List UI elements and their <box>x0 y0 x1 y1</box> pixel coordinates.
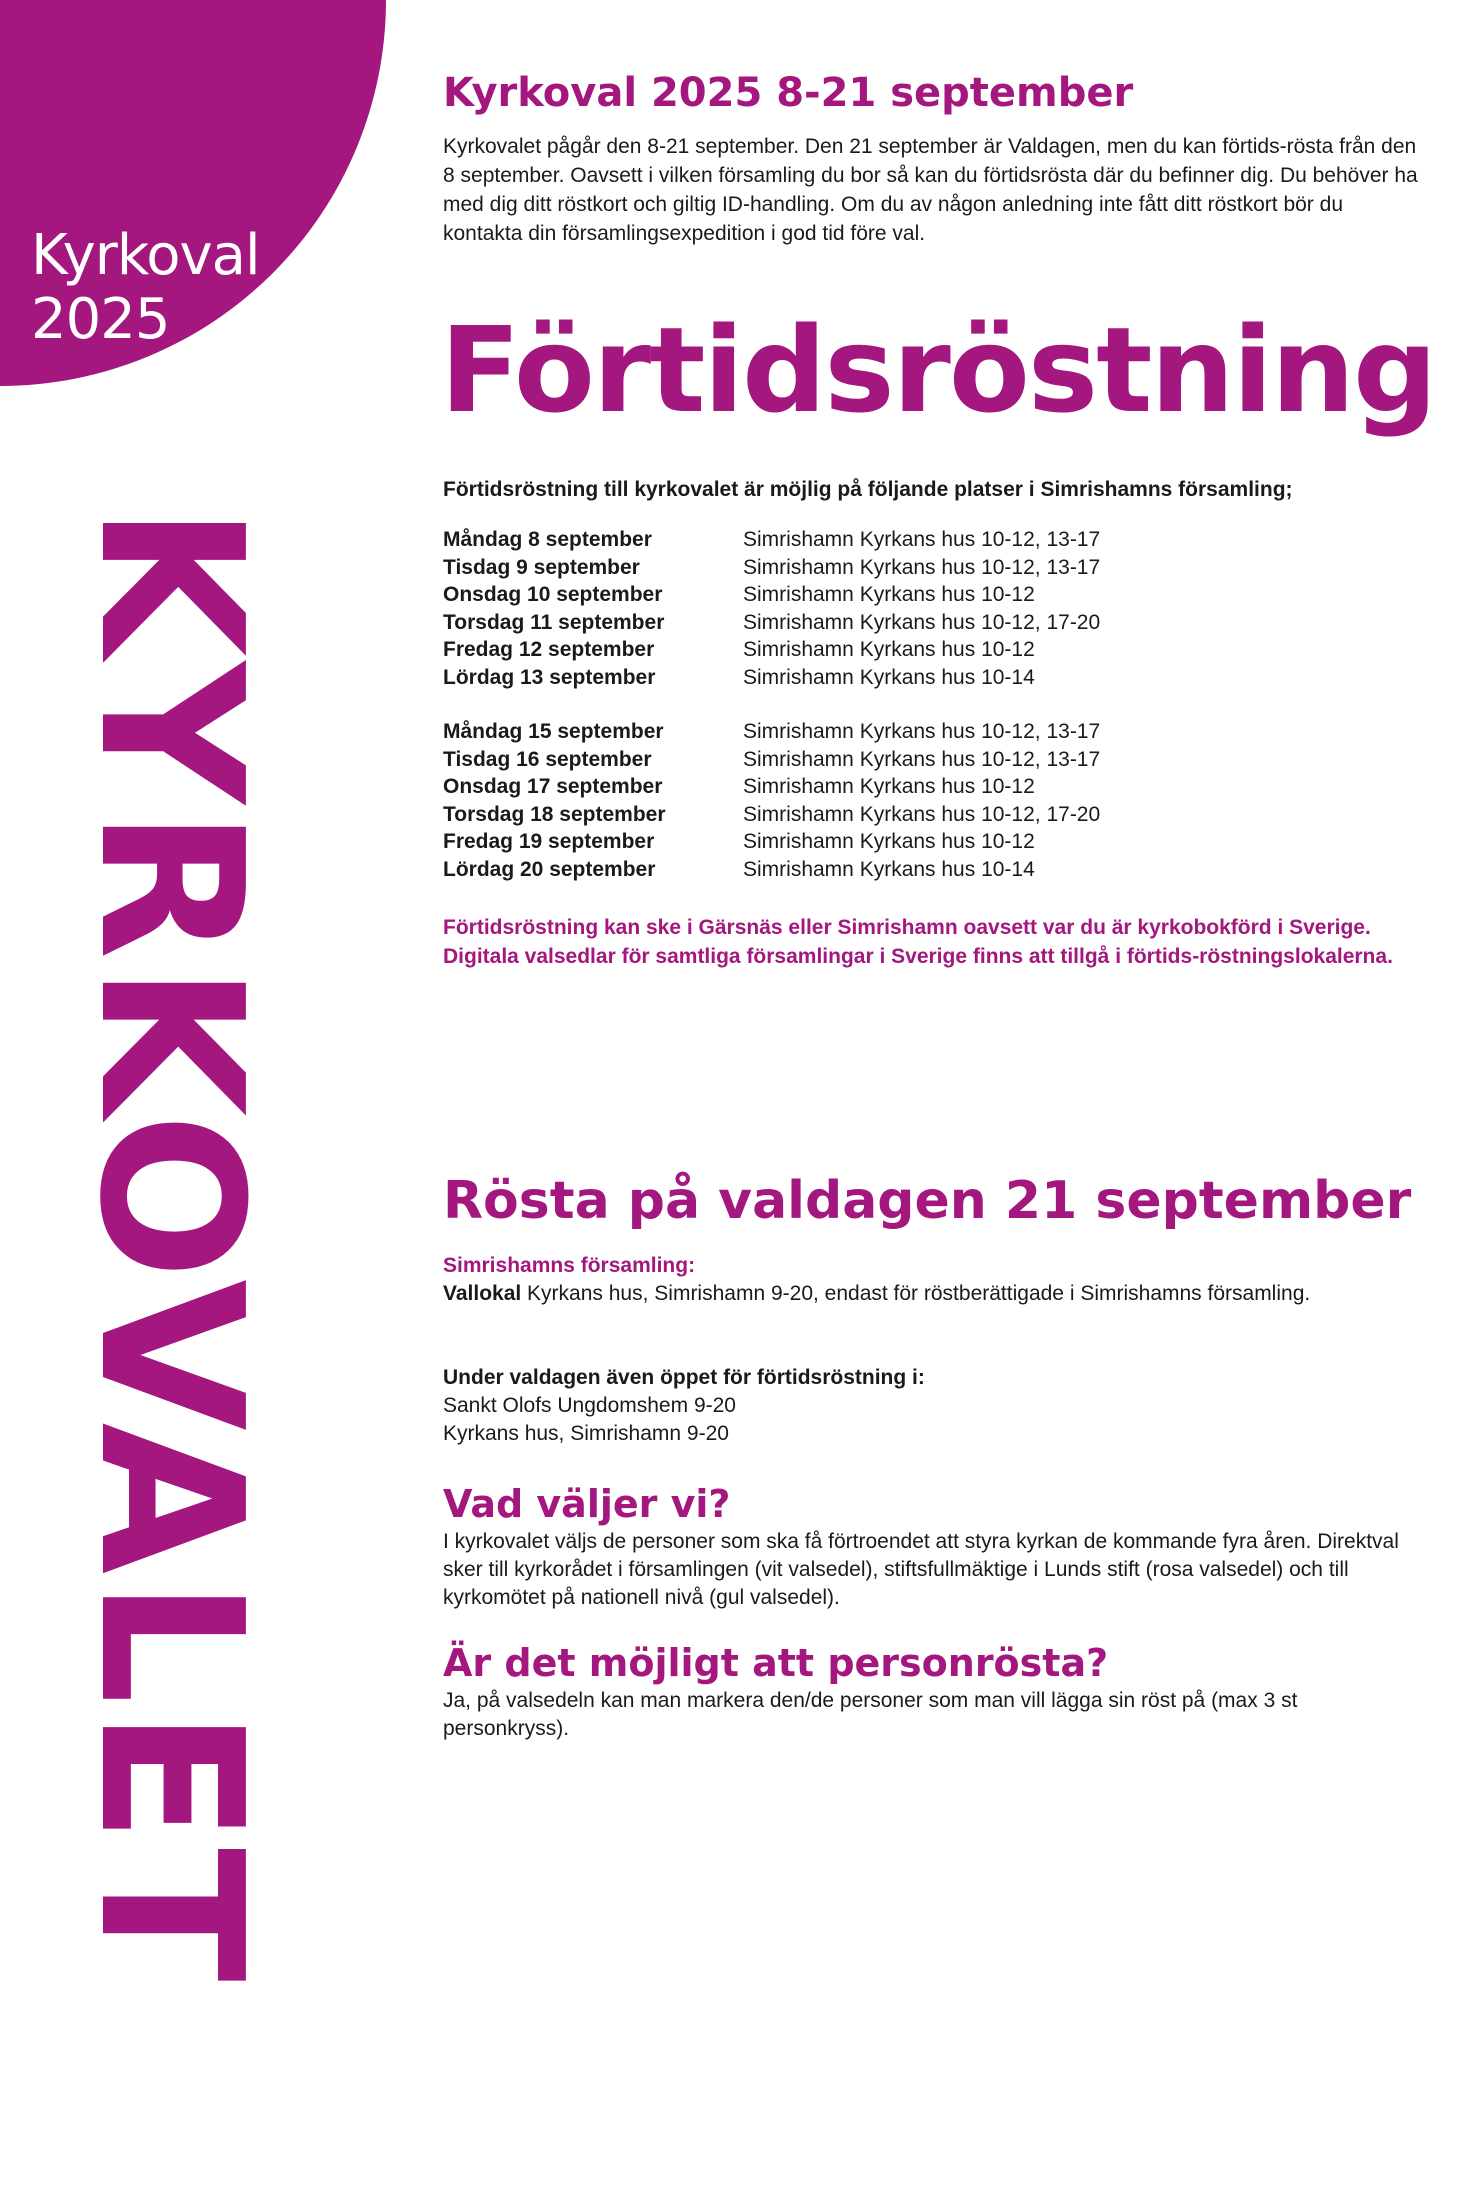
schedule-row <box>443 773 1423 801</box>
schedule-day: Torsdag 18 september <box>443 802 666 826</box>
vallokal-line <box>443 1280 1423 1308</box>
schedule-place: Simrishamn Kyrkans hus 10-12 <box>743 583 1035 607</box>
schedule-row <box>443 526 1423 554</box>
also-open-place: Kyrkans hus, Simrishamn 9-20 <box>443 1422 729 1445</box>
schedule-week-2 <box>443 718 1423 884</box>
schedule-row <box>443 664 1423 692</box>
schedule-day: Onsdag 10 september <box>443 583 663 607</box>
schedule-row <box>443 828 1423 856</box>
schedule-row <box>443 856 1423 884</box>
schedule-day: Lördag 13 september <box>443 665 656 689</box>
also-open-block <box>443 1364 1423 1448</box>
schedule-row <box>443 718 1423 746</box>
badge-title <box>31 224 260 352</box>
vallokal-text: Kyrkans hus, Simrishamn 9-20, endast för röstberättigade i Simrishamns församling. <box>521 1282 1311 1305</box>
schedule-row <box>443 636 1423 664</box>
election-day-parish <box>443 1252 1423 1308</box>
schedule-day: Fredag 19 september <box>443 830 655 854</box>
person-vote-text: Ja, på valsedeln kan man markera den/de personer som man vill lägga sin röst på (max 3 st personkryss). <box>443 1689 1298 1740</box>
what-title: Vad väljer vi? <box>443 1482 731 1526</box>
schedule-place: Simrishamn Kyrkans hus 10-12 <box>743 638 1035 662</box>
schedule-place: Simrishamn Kyrkans hus 10-12, 17-20 <box>743 610 1101 634</box>
schedule-day: Måndag 15 september <box>443 720 664 743</box>
vertical-title-wrap <box>56 505 284 2085</box>
schedule-row <box>443 581 1423 609</box>
schedule-day: Tisdag 16 september <box>443 747 652 771</box>
schedule-day: Måndag 8 september <box>443 528 652 551</box>
vallokal-label: Vallokal <box>443 1282 522 1305</box>
also-open-label: Under valdagen även öppet för förtidsröstning i: <box>443 1366 925 1389</box>
schedule-place: Simrishamn Kyrkans hus 10-12, 13-17 <box>743 747 1101 771</box>
schedule-place: Simrishamn Kyrkans hus 10-12, 13-17 <box>743 720 1101 743</box>
schedule-place: Simrishamn Kyrkans hus 10-12, 17-20 <box>743 802 1101 826</box>
intro-title: Kyrkoval 2025 8-21 september <box>443 70 1134 116</box>
badge-line-2: 2025 <box>31 287 170 352</box>
what-text: I kyrkovalet väljs de personer som ska få förtroendet att styra kyrkan de kommande fyra åren. Direktval sker till kyrkorådet i församlingen (vit valsedel), stiftsfullmäktige i Lunds stift (rosa valsedel) och till kyrkomötet på nationell nivå (gul valsedel). <box>443 1530 1399 1609</box>
schedule-row <box>443 554 1423 582</box>
schedule-day: Onsdag 17 september <box>443 775 663 799</box>
vertical-title: KYRKOVALET <box>56 505 284 1987</box>
also-open-place: Sankt Olofs Ungdomshem 9-20 <box>443 1394 736 1417</box>
schedule-place: Simrishamn Kyrkans hus 10-12 <box>743 775 1035 799</box>
schedule-place: Simrishamn Kyrkans hus 10-12, 13-17 <box>743 555 1101 579</box>
schedule-place: Simrishamn Kyrkans hus 10-12 <box>743 830 1035 854</box>
schedule-day: Torsdag 11 september <box>443 610 665 634</box>
schedule-row <box>443 609 1423 637</box>
badge-line-1: Kyrkoval <box>31 223 260 288</box>
schedule-day: Fredag 12 september <box>443 638 655 662</box>
schedule-place: Simrishamn Kyrkans hus 10-14 <box>743 665 1035 689</box>
intro-text: Kyrkovalet pågår den 8-21 september. Den 21 september är Valdagen, men du kan förtids-rösta från den 8 september. Oavsett i vilken församling du bor så kan du förtidsrösta där du befinner dig. Du behöver ha med dig ditt röstkort och giltig ID-handling. Om du av någon anledning inte fått ditt röstkort bör du kontakta din församlingsexpedition i god tid före val. <box>443 135 1418 245</box>
schedule-row <box>443 801 1423 829</box>
schedule-day: Lördag 20 september <box>443 857 656 881</box>
person-vote-title: Är det möjligt att personrösta? <box>443 1641 1109 1685</box>
parish-label: Simrishamns församling: <box>443 1254 696 1277</box>
early-voting-title: Förtidsröstning <box>440 301 1436 439</box>
early-voting-note: Förtidsröstning kan ske i Gärsnäs eller Simrishamn oavsett var du är kyrkobokförd i Sverige. Digitala valsedlar för samtliga församlingar i Sverige finns att tillgå i förtids-röstningslokalerna. <box>443 916 1393 968</box>
schedule-day: Tisdag 9 september <box>443 555 640 579</box>
early-voting-lead: Förtidsröstning till kyrkovalet är möjlig på följande platser i Simrishamns församling; <box>443 478 1293 501</box>
schedule-place: Simrishamn Kyrkans hus 10-12, 13-17 <box>743 528 1101 551</box>
schedule-place: Simrishamn Kyrkans hus 10-14 <box>743 857 1035 881</box>
schedule-row <box>443 746 1423 774</box>
election-day-title: Rösta på valdagen 21 september <box>443 1171 1412 1231</box>
schedule-week-1 <box>443 526 1423 692</box>
